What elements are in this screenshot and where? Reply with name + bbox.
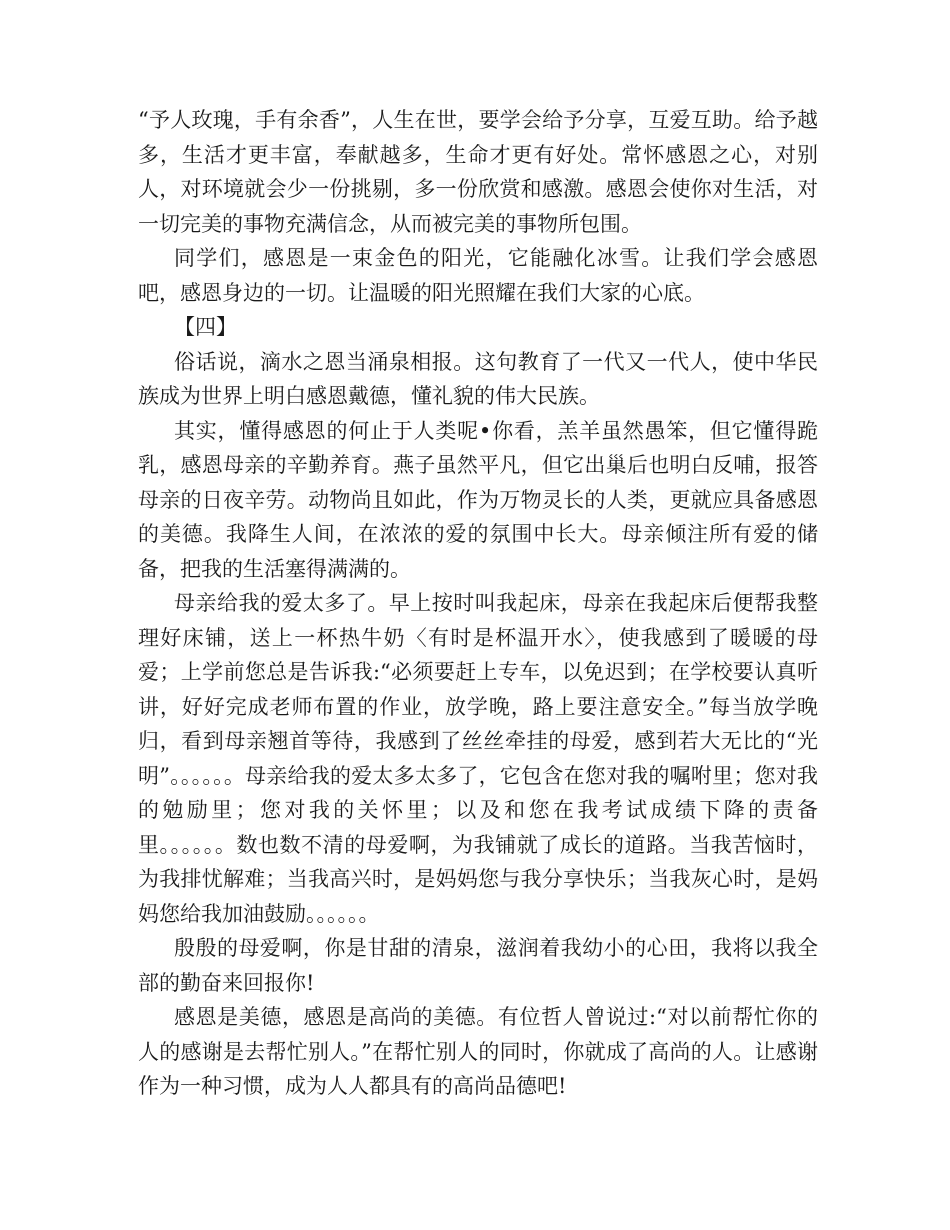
paragraph-virtue: 感恩是美德，感恩是高尚的美德。有位哲人曾说过:“对以前帮忙你的人的感谢是去帮忙别人。”在帮忙别人的同时，你就成了高尚的人。让感谢作为一种习惯，成为人人都具有的高尚品德吧! [138, 1005, 818, 1098]
paragraph-proverb: 俗话说，滴水之恩当涌泉相报。这句教育了一代又一代人，使中华民族成为世界上明白感恩戴德，懂礼貌的伟大民族。 [138, 349, 818, 408]
paragraph-sweet-spring: 殷殷的母爱啊，你是甘甜的清泉，滋润着我幼小的心田，我将以我全部的勤奋来回报你! [138, 936, 818, 995]
paragraph-mothers-love: 母亲给我的爱太多了。早上按时叫我起床，母亲在我起床后便帮我整理好床铺，送上一杯热牛奶〈有时是杯温开水〉，使我感到了暖暖的母爱；上学前您总是告诉我:“必须要赶上专车，以免迟到；在学校要认真听讲，好好完成老师布置的作业，放学晚，路上要注意安全。”每当放学晚归，看到母亲翘首等待，我感到了丝丝牵挂的母爱，感到若大无比的“光明”。。。。。。母亲给我的爱太多太多了，它包含在您对我的嘱咐里；您对我的勉励里；您对我的关怀里；以及和您在我考试成绩下降的责备里。。。。。。数也数不清的母爱啊，为我铺就了成长的道路。当我苦恼时，为我排忧解难；当我高兴时，是妈妈您与我分享快乐；当我灰心时，是妈妈您给我加油鼓励。。。。。。 [138, 591, 818, 926]
paragraph-animals-gratitude: 其实，懂得感恩的何止于人类呢•你看，羔羊虽然愚笨，但它懂得跪乳，感恩母亲的辛勤养育。燕子虽然平凡，但它出巢后也明白反哺，报答母亲的日夜辛劳。动物尚且如此，作为万物灵长的人类，更就应具备感恩的美德。我降生人间，在浓浓的爱的氛围中长大。母亲倾注所有爱的储备，把我的生活塞得满满的。 [138, 418, 818, 581]
document-body [138, 103, 818, 1104]
section-heading-four: 【四】 [174, 315, 237, 339]
paragraph-rose-fragrance: “予人玫瑰，手有余香”，人生在世，要学会给予分享，互爱互助。给予越多，生活才更丰富，奉献越多，生命才更有好处。常怀感恩之心，对别人，对环境就会少一份挑剔，多一份欣赏和感激。感恩会使你对生活，对一切完美的事物充满信念，从而被完美的事物所包围。 [138, 108, 818, 236]
paragraph-golden-sunlight: 同学们，感恩是一束金色的阳光，它能融化冰雪。让我们学会感恩吧，感恩身边的一切。让温暖的阳光照耀在我们大家的心底。 [138, 246, 818, 305]
